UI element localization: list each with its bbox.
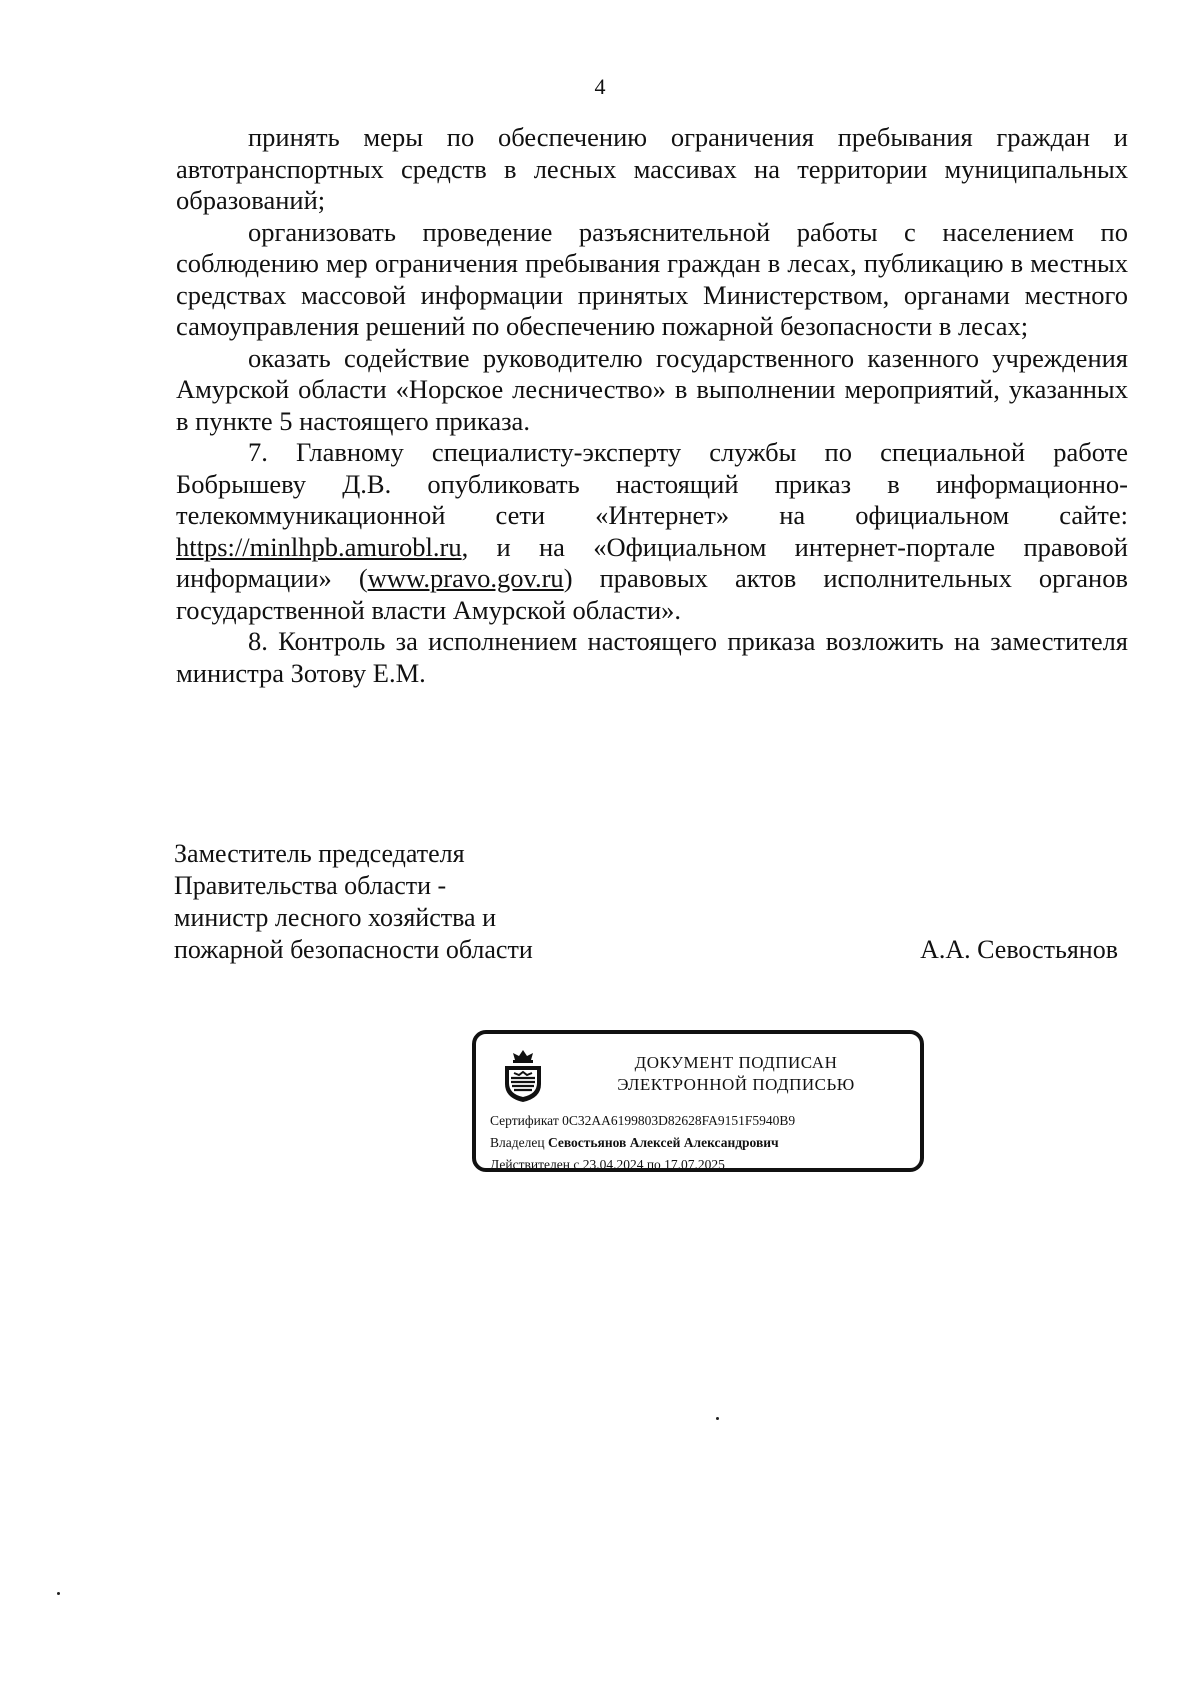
owner-label: Владелец [490, 1135, 545, 1150]
certificate-line [490, 1110, 920, 1132]
validity-line [490, 1154, 920, 1176]
page-number: 4 [594, 74, 606, 99]
ministry-site-link[interactable]: https://minlhpb.amurobl.ru [176, 531, 462, 562]
validity-to-word: по [646, 1157, 661, 1172]
item-7-text-end: ) правовых актов исполнительных органов государственной власти Амурской области». [176, 563, 1128, 625]
validity-from: 23.04.2024 [582, 1157, 644, 1172]
validity-to: 17.07.2025 [664, 1157, 725, 1172]
document-body [176, 122, 1128, 689]
coat-of-arms-icon [500, 1048, 546, 1104]
scan-speck [57, 1592, 60, 1595]
signer-name: А.А. Севостьянов [920, 935, 1118, 964]
signer-position-line: пожарной безопасности области [174, 935, 533, 964]
item-7-text-start: 7. Главному специалисту-эксперту службы по специальной работе Бобрышеву Д.В. опубликовать настоящий приказ в информационно-телекоммуникационной сети «Интернет» на официальном сайте: [176, 437, 1128, 530]
signer-position-line: министр лесного хозяйства и [174, 903, 496, 932]
validity-from-word: с [573, 1157, 580, 1172]
validity-label: Действителен [490, 1157, 570, 1172]
certificate-value: 0C32AA6199803D82628FA9151F5940B9 [562, 1113, 796, 1128]
paragraph-assist-forestry: оказать содействие руководителю государственного казенного учреждения Амурской области «Норское лесничество» в выполнении мероприятий, указанных в пункте 5 настоящего приказа. [176, 342, 1128, 436]
stamp-details [490, 1110, 920, 1176]
owner-value: Севостьянов Алексей Александрович [547, 1135, 779, 1150]
paragraph-explanatory-work: организовать проведение разъяснительной работы с населением по соблюдению мер ограничения пребывания граждан в лесах, публикацию в местных средствах массовой информации принятых Министерством, органами местного самоуправления решений по обеспечению пожарной безопасности в лесах; [176, 216, 1128, 341]
item-7-text-mid: , и на «Официальном интернет-портале правовой информации» ( [176, 531, 1128, 593]
paragraph-item-8-control: 8. Контроль за исполнением настоящего приказа возложить на заместителя министра Зотову Е.М. [176, 626, 1128, 688]
signer-position-line: Заместитель председателя [174, 839, 465, 868]
paragraph-item-7-publish [176, 437, 1128, 626]
signer-position-line: Правительства области - [174, 871, 447, 900]
scan-speck [716, 1417, 719, 1420]
stamp-title [586, 1052, 886, 1096]
owner-line [490, 1132, 920, 1154]
paragraph-restrict-access: принять меры по обеспечению ограничения пребывания граждан и автотранспортных средств в лесных массивах на территории муниципальных образований; [176, 122, 1128, 215]
pravo-portal-link[interactable]: www.pravo.gov.ru [367, 563, 564, 593]
electronic-signature-stamp [472, 1030, 924, 1172]
stamp-title-line: ДОКУМЕНТ ПОДПИСАН [634, 1053, 838, 1072]
signer-position [174, 838, 654, 966]
certificate-label: Сертификат [490, 1113, 559, 1128]
stamp-title-line: ЭЛЕКТРОННОЙ ПОДПИСЬЮ [617, 1075, 855, 1094]
signature-block [174, 838, 1134, 966]
